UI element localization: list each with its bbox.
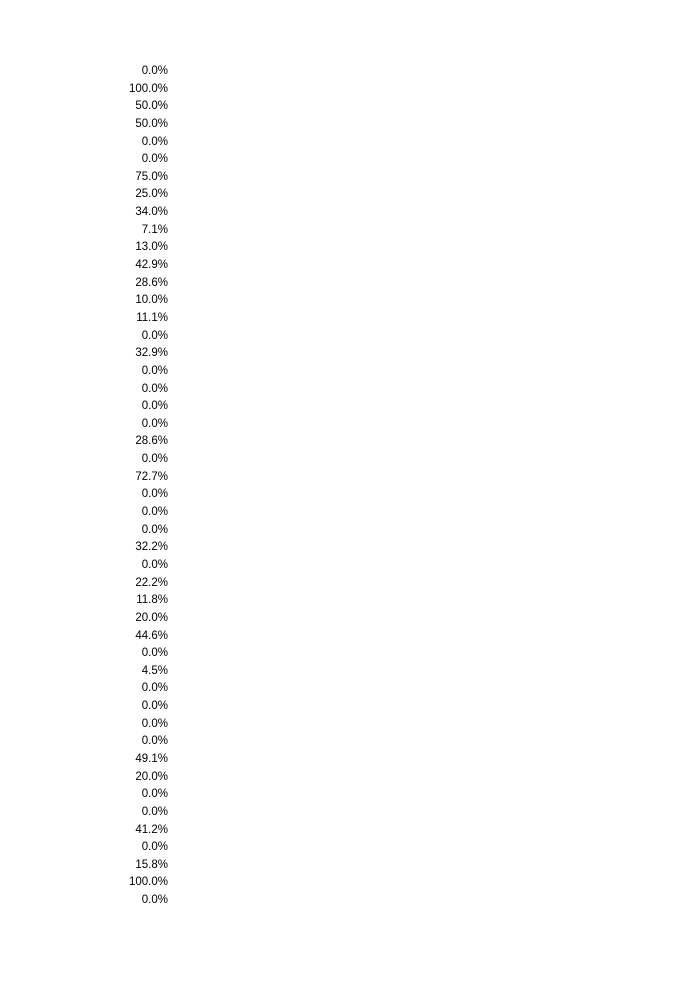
- percentage-cell: 0.0%: [141, 488, 168, 501]
- percentage-cell: 0.0%: [141, 700, 168, 713]
- percentage-cell: 25.0%: [135, 188, 168, 201]
- percentage-cell: 20.0%: [135, 770, 168, 783]
- percentage-cell: 0.0%: [141, 788, 168, 801]
- percentage-cell: 0.0%: [141, 453, 168, 466]
- percentage-cell: 50.0%: [135, 117, 168, 130]
- percentage-cell: 0.0%: [141, 329, 168, 342]
- percentage-cell: 28.6%: [135, 276, 168, 289]
- percentage-cell: 0.0%: [141, 506, 168, 519]
- percentage-cell: 49.1%: [135, 752, 168, 765]
- percentage-cell: 0.0%: [141, 841, 168, 854]
- percentage-column: [80, 63, 168, 910]
- percentage-cell: 11.8%: [136, 594, 168, 607]
- percentage-cell: 28.6%: [135, 435, 168, 448]
- percentage-cell: 10.0%: [135, 294, 168, 307]
- percentage-cell: 41.2%: [135, 823, 168, 836]
- percentage-cell: 0.0%: [141, 647, 168, 660]
- percentage-cell: 34.0%: [135, 206, 168, 219]
- percentage-cell: 32.2%: [135, 541, 168, 554]
- percentage-cell: 50.0%: [135, 100, 168, 113]
- percentage-cell: 0.0%: [141, 65, 168, 77]
- percentage-cell: 15.8%: [135, 858, 168, 871]
- percentage-cell: 100.0%: [128, 82, 168, 95]
- percentage-cell: 42.9%: [135, 259, 168, 272]
- percentage-cell: 0.0%: [141, 717, 168, 730]
- percentage-cell: 0.0%: [141, 417, 168, 430]
- percentage-cell: 22.2%: [135, 576, 168, 589]
- percentage-cell: 0.0%: [141, 400, 168, 413]
- percentage-cell: 0.0%: [141, 682, 168, 695]
- percentage-cell: 4.5%: [141, 664, 168, 677]
- percentage-cell: 13.0%: [135, 241, 168, 254]
- percentage-cell: 0.0%: [141, 558, 168, 571]
- percentage-cell: 0.0%: [141, 364, 168, 377]
- percentage-cell: 0.0%: [141, 894, 168, 907]
- percentage-cell: 75.0%: [135, 170, 168, 183]
- percentage-cell: 7.1%: [141, 223, 168, 236]
- percentage-cell: 100.0%: [128, 876, 168, 889]
- percentage-cell: 0.0%: [141, 735, 168, 748]
- percentage-cell: 20.0%: [135, 611, 168, 624]
- percentage-cell: 32.9%: [135, 347, 168, 360]
- percentage-cell: 0.0%: [141, 382, 168, 395]
- percentage-cell: 0.0%: [141, 153, 168, 166]
- percentage-cell: 72.7%: [135, 470, 168, 483]
- percentage-cell: 44.6%: [135, 629, 168, 642]
- percentage-cell: 0.0%: [141, 805, 168, 818]
- percentage-cell: 0.0%: [141, 523, 168, 536]
- percentage-cell: 0.0%: [141, 135, 168, 148]
- percentage-cell: 11.1%: [136, 311, 168, 324]
